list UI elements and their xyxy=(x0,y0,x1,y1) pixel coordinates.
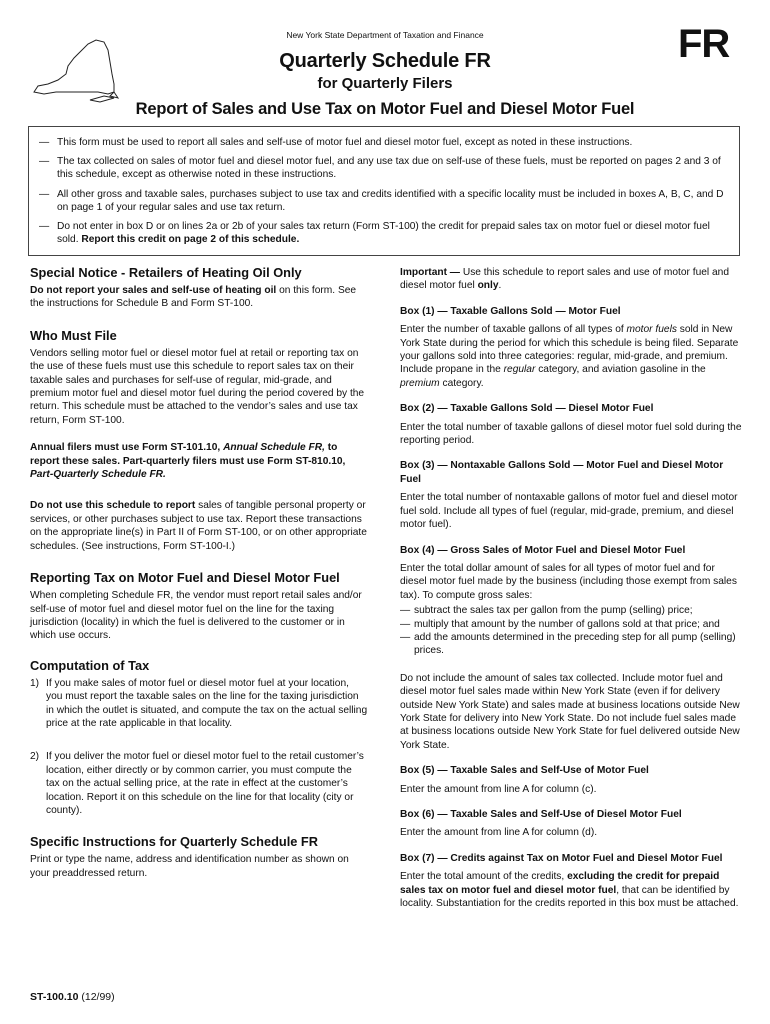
annual-filers-note xyxy=(30,441,368,481)
note-item xyxy=(39,188,729,214)
box4-note: Do not include the amount of sales tax collected. Include motor fuel and diesel motor fuel sales made within New York State (even if for delivery outside New York State) and sales made at business locations outside New York State for delivery into New York State. Do not include fuel sales made at business locations outside New York State for fuel delivered outside New York State. xyxy=(400,672,740,751)
right-column xyxy=(400,266,742,918)
part-quarterly-title: Part-Quarterly Schedule FR. xyxy=(30,469,166,481)
box1-part: Enter the number of taxable gallons of all types of xyxy=(400,324,627,336)
report-title: Report of Sales and Use Tax on Motor Fuel and Diesel Motor Fuel xyxy=(135,100,635,118)
box7-part: , that can be identified by locality. Substantiation for the credits reported in this box must be attached. xyxy=(400,884,739,910)
reporting-p1: When completing Schedule FR, the vendor must report retail sales and/or self-use of motor fuel and diesel motor fuel on the line for the taxing jurisdiction (locality) in which the fuel is delivered to the customer or in which use occurs. xyxy=(30,590,362,642)
reporting-section xyxy=(30,571,368,643)
reporting-heading: Reporting Tax on Motor Fuel and Diesel Motor Fuel xyxy=(30,570,340,586)
part-quarterly-text: to report these sales. Part-quarterly filers must use Form ST-810.10, xyxy=(30,442,346,467)
form-code: FR xyxy=(678,22,730,66)
special-notice-bold: Do not report your sales and self-use of heating oil xyxy=(30,285,277,296)
computation-section xyxy=(30,659,368,818)
box7-heading: Box (7) — Credits against Tax on Motor Fuel and Diesel Motor Fuel xyxy=(400,852,723,864)
computation-heading: Computation of Tax xyxy=(30,657,150,673)
box6-text: Enter the amount from line A for column (d). xyxy=(400,827,598,839)
note-text xyxy=(57,220,729,246)
box4-heading: Box (4) — Gross Sales of Motor Fuel and Diesel Motor Fuel xyxy=(400,544,686,556)
box5-text: Enter the amount from line A for column (c). xyxy=(400,783,597,795)
who-must-file-p1: Vendors selling motor fuel or diesel motor fuel at retail or reporting tax on the use of these fuels must use this schedule to report sales tax on their taxable sales and purchases for self-use of regular, mid-grade, and premium motor fuel and diesel motor fuel during the period covered by the return. This schedule must be attached to the vendor’s sales and use tax return, Form ST-100. xyxy=(30,347,365,426)
important-label: Important — xyxy=(400,267,460,278)
step-text: add the amounts determined in the preceding step for all pump (selling) prices. xyxy=(414,631,736,657)
important-note xyxy=(400,266,742,293)
list-item xyxy=(30,750,368,817)
important-end: . xyxy=(498,280,502,292)
box7-text xyxy=(400,870,742,910)
box1-part: category. xyxy=(439,377,484,389)
item-text: If you deliver the motor fuel or diesel motor fuel to the retail customer’s location, either directly or by common carrier, you must compute the tax on the actual selling price, at the rate in effect at the customer’s location. Report it on this schedule on the line for that locality (city or county). xyxy=(46,751,364,816)
dash: — xyxy=(39,156,50,168)
who-must-file-section xyxy=(30,329,368,553)
special-notice-section xyxy=(30,266,368,311)
specific-instructions-p1: Print or type the name, address and identification number as shown on your preaddressed return. xyxy=(30,854,349,879)
dash: — xyxy=(39,221,50,233)
box1-heading: Box (1) — Taxable Gallons Sold — Motor Fuel xyxy=(400,305,621,317)
specific-instructions-heading: Specific Instructions for Quarterly Schedule FR xyxy=(30,834,318,850)
form-footer xyxy=(30,991,115,1003)
box4-text: Enter the total dollar amount of sales for all types of motor fuel and for diesel motor fuel made by the business (including those exempt from sales tax). To compute gross sales: xyxy=(400,562,737,601)
step-text: multiply that amount by the number of gallons sold at that price; and xyxy=(414,618,720,630)
dash: — xyxy=(39,137,50,148)
box2-text: Enter the total number of taxable gallons of diesel motor fuel sold during the reporting period. xyxy=(400,421,742,447)
box1-text xyxy=(400,323,742,390)
box6-heading: Box (6) — Taxable Sales and Self-Use of Diesel Motor Fuel xyxy=(400,809,682,820)
note-text: All other gross and taxable sales, purchases subject to use tax and credits identified with a specific locality must be included in boxes A, B, C, and D on page 1 of your regular sales and use tax return. xyxy=(57,188,724,213)
dash: — xyxy=(400,618,411,630)
box3-text: Enter the total number of nontaxable gallons of motor fuel and diesel motor fuel sold. Include all types of fuel (regular, mid-grade, premium, and diesel motor fuel). xyxy=(400,492,738,531)
important-only: only xyxy=(477,280,499,292)
item-number: 2) xyxy=(30,751,40,763)
box1-part: category, and aviation gasoline in the xyxy=(535,364,706,376)
do-not-use-text: sales of tangible personal property or services, or other purchases subject to use tax. Report these transactions on the appropriate line(s) in Part II of Form ST-100, or on other appropriate schedules. (See instructions, Form ST-100-I.) xyxy=(30,500,367,552)
box2-heading: Box (2) — Taxable Gallons Sold — Diesel Motor Fuel xyxy=(400,403,654,415)
dash: — xyxy=(39,188,50,200)
note-item xyxy=(39,155,729,181)
important-text: Use this schedule to report sales and use of motor fuel and diesel motor fuel xyxy=(400,267,729,292)
box1-part: motor fuels xyxy=(626,324,677,336)
special-notice-text: on this form. See the instructions for Schedule B and Form ST-100. xyxy=(30,285,357,310)
annual-text: Annual filers must use Form ST-101.10, xyxy=(30,442,224,454)
form-number: ST-100.10 xyxy=(30,991,79,1003)
list-item xyxy=(30,677,368,731)
box7-bold: excluding the credit for prepaid sales tax on motor fuel and diesel motor fuel xyxy=(400,871,720,896)
item-text: If you make sales of motor fuel or diesel motor fuel at your location, you must report the taxable sales on the line for the taxing jurisdiction in which the outlet is situated, and compute the tax on the actual selling price at the rate applicable in that locality. xyxy=(46,677,368,729)
box3-heading: Box (3) — Nontaxable Gallons Sold — Motor Fuel and Diesel Motor Fuel xyxy=(400,460,724,485)
list-item xyxy=(400,631,742,658)
specific-instructions-section xyxy=(30,835,368,880)
list-item xyxy=(400,604,742,617)
note-text-bold: Report this credit on page 2 of this schedule. xyxy=(81,234,300,246)
note-item xyxy=(39,136,729,149)
special-notice-heading: Special Notice - Retailers of Heating Oil Only xyxy=(30,265,302,280)
step-text: subtract the sales tax per gallon from the pump (selling) price; xyxy=(414,605,693,617)
notes-box xyxy=(28,126,740,256)
note-text: This form must be used to report all sales and self-use of motor fuel and diesel motor fuel, except as noted in these instructions. xyxy=(57,137,633,148)
box5-heading: Box (5) — Taxable Sales and Self-Use of Motor Fuel xyxy=(400,765,649,777)
schedule-subtitle: for Quarterly Filers xyxy=(317,75,453,92)
who-must-file-heading: Who Must File xyxy=(30,327,117,343)
dash: — xyxy=(400,631,411,643)
list-item xyxy=(400,618,742,631)
form-revision: (12/99) xyxy=(78,991,115,1003)
do-not-use-bold: Do not use this schedule to report xyxy=(30,500,196,512)
annual-title: Annual Schedule FR, xyxy=(223,442,325,454)
department-name: New York State Department of Taxation and Finance xyxy=(286,30,484,40)
note-text: The tax collected on sales of motor fuel and diesel motor fuel, and any use tax due on self-use of these fuels, must be reported on pages 2 and 3 of this schedule, except as otherwise noted in these instructions. xyxy=(57,156,721,181)
dash: — xyxy=(400,605,411,617)
box1-part: sold in New York State during the period for which this schedule is being filed. Separate your gallons sold into three categories: regular, mid-grade, and premium. Include propane in the xyxy=(400,324,739,376)
box1-part: regular xyxy=(503,364,536,376)
schedule-title: Quarterly Schedule FR xyxy=(279,50,491,72)
box7-part: Enter the total amount of the credits, xyxy=(400,871,568,883)
box1-part: premium xyxy=(400,377,440,389)
item-number: 1) xyxy=(30,677,40,689)
note-item xyxy=(39,220,729,246)
note-text-part: Do not enter in box D or on lines 2a or 2b of your sales tax return (Form ST-100) the credit for prepaid sales tax on motor fuel or diesel motor fuel sold. xyxy=(57,221,710,246)
left-column xyxy=(30,266,368,892)
